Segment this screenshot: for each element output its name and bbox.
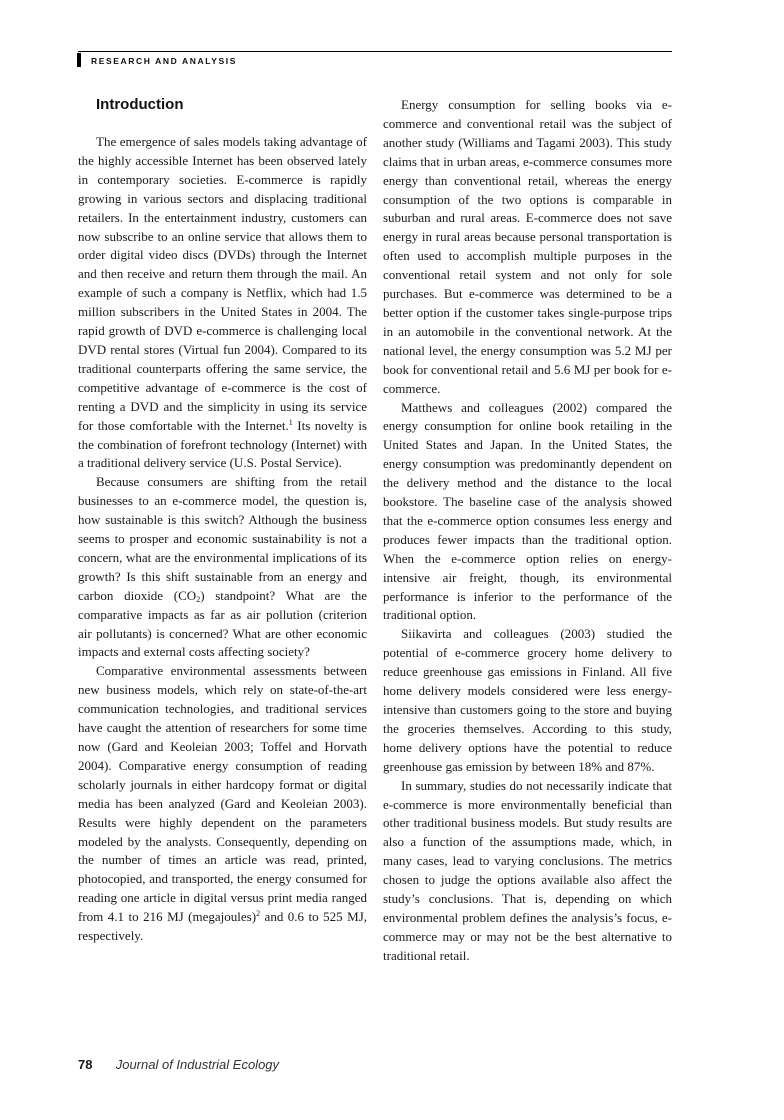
footnote-marker: 2 [256,909,261,919]
running-header: RESEARCH AND ANALYSIS [91,56,238,66]
paragraph [78,662,367,946]
paragraph: Energy consumption for selling books via e-commerce and conventional retail was the subject of another study (Williams and Tagami 2003). This study claims that in urban areas, e-commerce consumes more energy than conventional retail, whereas the energy consumption of the two options is comparable in suburban and rural areas. E-commerce does not save energy in rural areas because personal transportation is often used to accomplish multiple purposes in the conventional retail system and not only for sole purchases. But e-commerce was determined to be a better option if the customer takes single-purpose trips in an automobile in the conventional network. At the national level, the energy consumption was 5.2 MJ per book for conventional retail and 5.6 MJ per book for e-commerce. [383,97,672,396]
subscript: 2 [196,594,201,604]
paragraph-text: Because consumers are shifting from the retail businesses to an e-commerce model, the question is, how sustainable is this switch? Although the business seems to prosper and economic sustainability is not a concern, what are the environmental implications of its growth? Is this shift sustainable from an energy and carbon dioxide (CO [78,474,367,603]
paragraph [78,473,367,662]
right-column [383,96,672,966]
page-number: 78 [78,1057,93,1072]
footnote-marker: 1 [288,417,293,427]
paragraph [78,133,367,473]
paragraph-text: ) standpoint? What are the comparative impacts as far as air pollution (criterion air pollutants) is concerned? What are other economic impacts and external costs affecting society? [78,587,367,660]
paragraph-text: Its novelty is the combination of forefront technology (Internet) with a traditional delivery service (U.S. Postal Service). [78,417,367,471]
paragraph-text: The emergence of sales models taking advantage of the highly accessible Internet has been observed lately in contemporary societies. E-commerce is rapidly growing in various sectors and displacing traditional retailers. In the entertainment industry, customers can now subscribe to an online service that allows them to order digital video discs (DVDs) through the Internet and then receive and return them through the mail. An example of such a company is Netflix, which had 1.5 million subscribers in the United States in 2004. The rapid growth of DVD e-commerce is challenging local DVD rental stores (Virtual fun 2004). Compared to its traditional counterparts offering the same service, the competitive advantage of e-commerce is the cost of renting a DVD and the simplicity in using its service for those comfortable with the Internet. [78,134,367,433]
paragraph-text: Comparative environmental assessments between new business models, which rely on state-of-the-art communication technologies, and traditional services have caught the attention of researchers for some time now (Gard and Keoleian 2003; Toffel and Horvath 2004). Comparative energy consumption of reading scholarly journals in either hardcopy format or digital media has been analyzed (Gard and Keoleian 2003). Results were highly dependent on the parameters modeled by the analysts. Consequently, depending on the number of times an article was read, printed, photocopied, and transported, the energy consumed for reading one article in digital versus print media ranged from 4.1 to 216 MJ (megajoules) [78,663,367,925]
paragraph-text: and 0.6 to 525 MJ, respectively. [78,909,368,944]
paragraph: Matthews and colleagues (2002) compared the energy consumption for online book retailing in the United States and Japan. In the United States, the energy consumption was predominantly dependent on the delivery method and the distance to the local bookstore. The baseline case of the analysis showed that the e-commerce option consumes less energy and produces fewer impacts than the traditional option. When the e-commerce option relies on energy-intensive air freight, though, its environmental performance is inferior to the performance of the traditional option. [383,399,672,623]
header-bar [77,53,81,67]
left-column [78,96,367,946]
paragraph: Siikavirta and colleagues (2003) studied the potential of e-commerce grocery home delivery to reduce greenhouse gas emissions in Finland. All five home delivery models considered were less energy-intensive than customers going to the store and buying the groceries themselves. According to this study, home delivery options have the potential to reduce greenhouse gas emission by between 18% and 87%. [383,626,672,774]
header-rule [78,51,672,52]
section-heading: Introduction [96,96,184,113]
journal-name: Journal of Industrial Ecology [115,1057,280,1072]
paragraph: In summary, studies do not necessarily indicate that e-commerce is more environmentally beneficial than other traditional business models. But study results are also a function of the assumptions made, which, in many cases, lead to varying conclusions. The metrics chosen to judge the options available also affect the study’s conclusions. That is, depending on which environmental problem defines the analysis’s focus, e-commerce may or may not be the best alternative to traditional retail. [383,777,672,963]
page-footer [78,1057,279,1073]
